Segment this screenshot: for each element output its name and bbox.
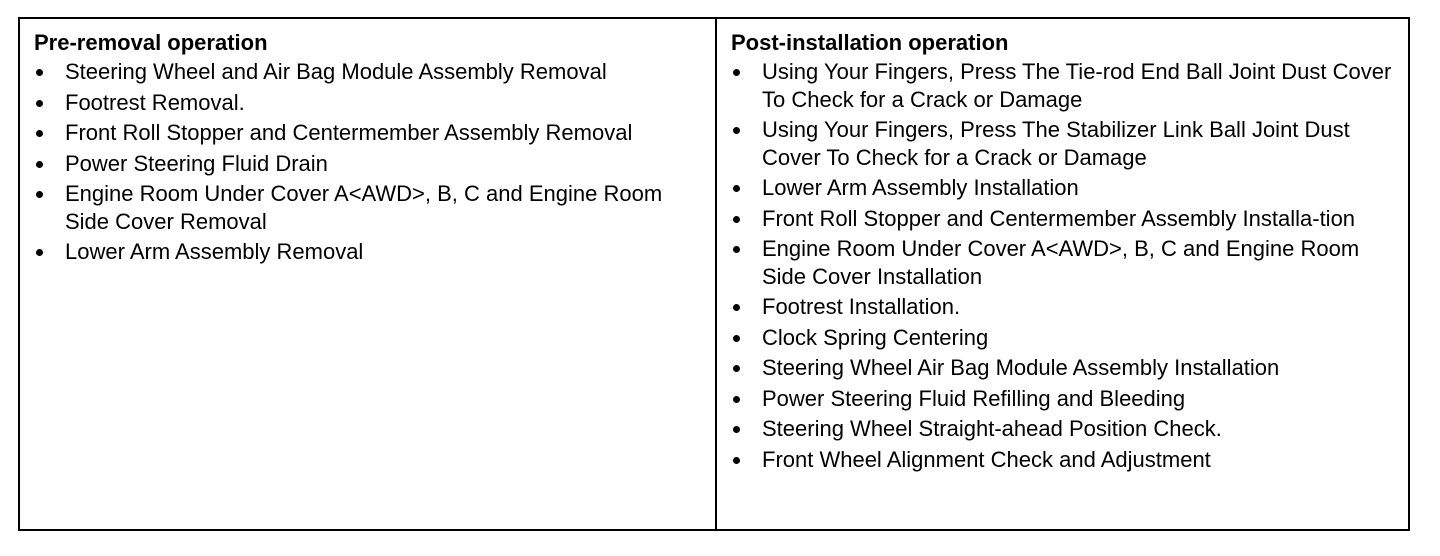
list-item-text: Front Roll Stopper and Centermember Assembly Installa-tion [762,205,1356,231]
bullet-icon [733,365,740,372]
bullet-icon [36,191,43,198]
bullet-icon [36,130,43,137]
list-item [34,89,701,117]
list-item [731,235,1394,290]
list-item [731,354,1394,382]
pre-removal-list [34,58,701,266]
bullet-icon [36,249,43,256]
list-item [34,150,701,178]
list-item-text: Using Your Fingers, Press The Stabilizer Link Ball Joint Dust Cover To Check for a Crack or Damage [762,117,1350,170]
list-item-text: Front Roll Stopper and Centermember Assembly Removal [65,120,633,145]
list-item [731,293,1394,321]
list-item [731,58,1394,113]
bullet-icon [733,216,740,223]
pre-removal-column [20,19,717,529]
list-item [731,446,1394,474]
list-item-text: Using Your Fingers, Press The Tie-rod End Ball Joint Dust Cover To Check for a Crack or Damage [762,59,1392,112]
bullet-icon [733,457,740,464]
bullet-icon [36,100,43,107]
bullet-icon [36,161,43,168]
list-item-text: Steering Wheel Straight-ahead Position Check. [762,416,1222,441]
list-item [34,238,701,266]
list-item [731,385,1394,413]
list-item-text: Engine Room Under Cover A<AWD>, B, C and Engine Room Side Cover Installation [762,236,1360,289]
bullet-icon [733,396,740,403]
list-item-text: Steering Wheel Air Bag Module Assembly Installation [762,355,1280,380]
list-item [731,116,1394,171]
bullet-icon [733,246,740,253]
list-item-text: Clock Spring Centering [762,324,989,350]
bullet-icon [733,69,740,76]
bullet-icon [733,426,740,433]
post-installation-heading: Post-installation operation [731,30,1009,55]
list-item [34,180,701,235]
list-item-text: Power Steering Fluid Drain [65,150,328,176]
list-item [731,415,1394,443]
list-item [34,58,701,86]
list-item-text: Footrest Removal. [65,89,245,115]
list-item-text: Lower Arm Assembly Removal [65,239,364,264]
list-item-text: Lower Arm Assembly Installation [762,175,1079,200]
list-item [731,174,1394,202]
pre-removal-heading: Pre-removal operation [34,30,268,55]
list-item-text: Steering Wheel and Air Bag Module Assembly Removal [65,59,607,84]
list-item-text: Front Wheel Alignment Check and Adjustment [762,446,1211,472]
bullet-icon [733,185,740,192]
bullet-icon [733,304,740,311]
list-item-text: Power Steering Fluid Refilling and Bleeding [762,385,1186,411]
post-installation-column [717,19,1408,529]
list-item [34,119,701,147]
bullet-icon [733,335,740,342]
bullet-icon [36,69,43,76]
post-installation-list [731,58,1394,473]
list-item-text: Footrest Installation. [762,294,961,319]
bullet-icon [733,127,740,134]
list-item [731,205,1394,233]
list-item [731,324,1394,352]
list-item-text: Engine Room Under Cover A<AWD>, B, C and Engine Room Side Cover Removal [65,181,663,234]
operations-table [18,17,1410,531]
